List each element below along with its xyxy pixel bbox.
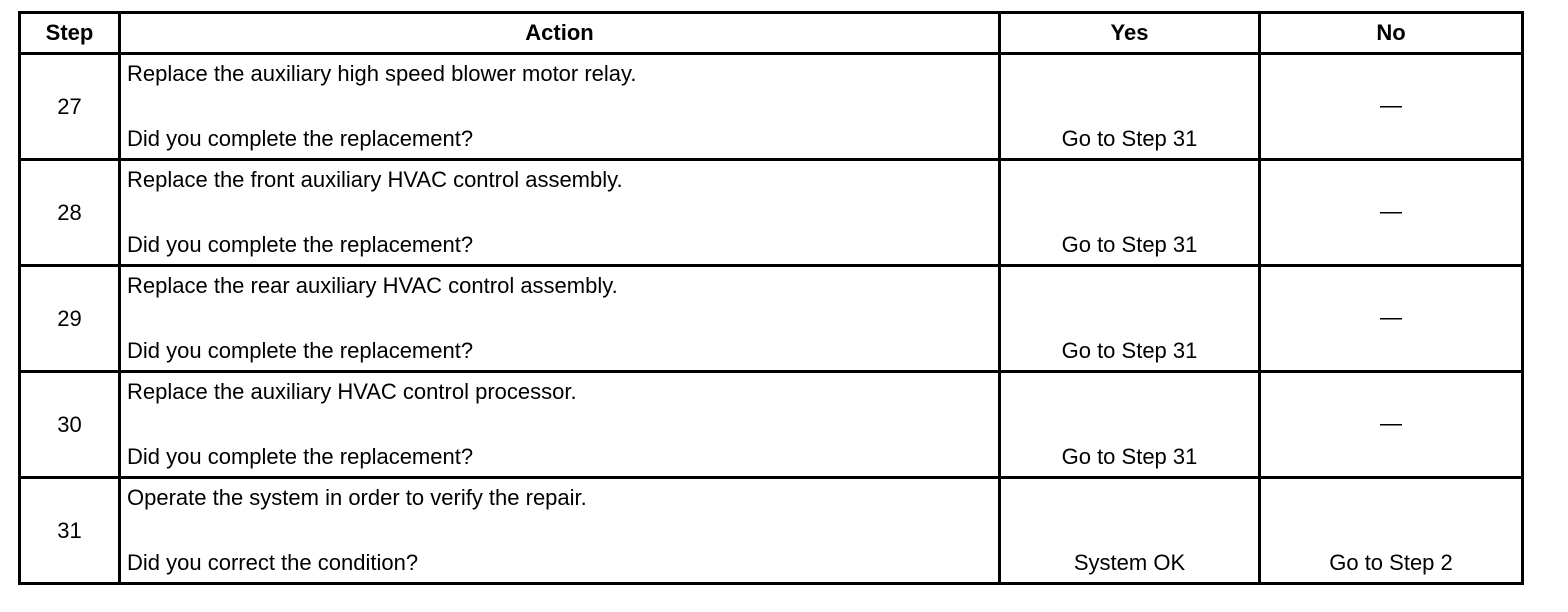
action-cell [120, 160, 1000, 266]
no-cell [1260, 372, 1523, 478]
yes-result: Go to Step 31 [1061, 126, 1198, 151]
table-row [20, 478, 1523, 584]
yes-result: Go to Step 31 [1061, 444, 1198, 469]
no-cell [1260, 266, 1523, 372]
yes-cell [1000, 160, 1260, 266]
step-number: 30 [20, 372, 120, 478]
action-cell [120, 372, 1000, 478]
action-question: Did you complete the replacement? [127, 444, 474, 469]
action-question: Did you correct the condition? [127, 550, 419, 575]
yes-cell [1000, 266, 1260, 372]
header-no: No [1260, 13, 1523, 54]
header-step: Step [20, 13, 120, 54]
no-result: — [1380, 92, 1402, 118]
action-question: Did you complete the replacement? [127, 338, 474, 363]
yes-result: Go to Step 31 [1061, 232, 1198, 257]
diagnostic-table [18, 11, 1524, 585]
action-instruction: Operate the system in order to verify the repair. [127, 485, 587, 510]
step-number: 27 [20, 54, 120, 160]
header-action: Action [120, 13, 1000, 54]
yes-cell [1000, 478, 1260, 584]
table-row [20, 54, 1523, 160]
table-row [20, 160, 1523, 266]
table-body [20, 54, 1523, 584]
yes-result: Go to Step 31 [1061, 338, 1198, 363]
step-number: 31 [20, 478, 120, 584]
no-result: — [1380, 198, 1402, 224]
action-cell [120, 54, 1000, 160]
action-question: Did you complete the replacement? [127, 126, 474, 151]
no-cell [1260, 54, 1523, 160]
action-instruction: Replace the auxiliary high speed blower motor relay. [127, 61, 637, 86]
yes-cell [1000, 54, 1260, 160]
no-result: — [1380, 304, 1402, 330]
header-row [20, 13, 1523, 54]
action-cell [120, 266, 1000, 372]
step-number: 28 [20, 160, 120, 266]
step-number: 29 [20, 266, 120, 372]
action-question: Did you complete the replacement? [127, 232, 474, 257]
action-instruction: Replace the front auxiliary HVAC control assembly. [127, 167, 623, 192]
header-yes: Yes [1000, 13, 1260, 54]
action-cell [120, 478, 1000, 584]
table-row [20, 266, 1523, 372]
no-cell [1260, 478, 1523, 584]
no-cell [1260, 160, 1523, 266]
action-instruction: Replace the rear auxiliary HVAC control assembly. [127, 273, 618, 298]
table-row [20, 372, 1523, 478]
action-instruction: Replace the auxiliary HVAC control processor. [127, 379, 577, 404]
yes-cell [1000, 372, 1260, 478]
table-header [20, 13, 1523, 54]
no-result: — [1380, 410, 1402, 436]
no-result: Go to Step 2 [1329, 550, 1453, 575]
yes-result: System OK [1073, 550, 1186, 575]
